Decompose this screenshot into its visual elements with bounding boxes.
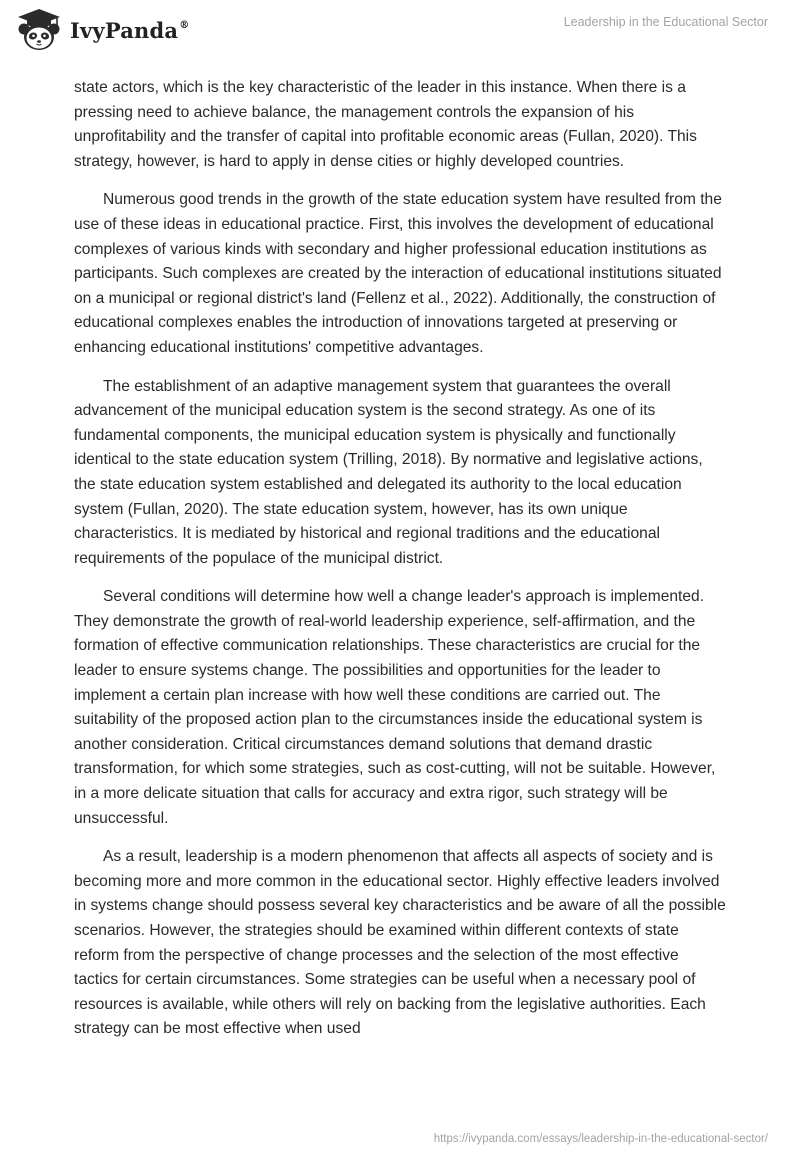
paragraph-3: The establishment of an adaptive management system that guarantees the overall advancement of the municipal education system is the second strategy. As one of its fundamental components, the municipal education system is physically and functionally identical to the state education system (Trilling, 2018). By normative and legislative actions, the state education system established and delegated its authority to the local education system (Fullan, 2020). The state education system, however, has its own unique characteristics. It is mediated by historical and regional traditions and the educational requirements of the populace of the municipal district. <box>74 377 703 567</box>
ivypanda-logo[interactable] <box>14 8 189 52</box>
paragraph-1: state actors, which is the key characteristic of the leader in this instance. When there is a pressing need to achieve balance, the management controls the expansion of his unprofitability and the transfer of capital into profitable economic areas (Fullan, 2020). This strategy, however, is hard to apply in dense cities or highly developed countries. <box>74 79 697 170</box>
registered-mark: ® <box>179 19 190 31</box>
panda-graduation-cap-icon <box>14 8 64 52</box>
paragraph-4: Several conditions will determine how well a change leader's approach is implemented. They demonstrate the growth of real-world leadership experience, self-affirmation, and the formation of effective communication relationships. These characteristics are crucial for the leader to ensure systems change. The possibilities and opportunities for the leader to implement a certain plan increase with how well these conditions are carried out. The suitability of the proposed action plan to the circumstances inside the educational system is another consideration. Critical circumstances demand solutions that demand drastic transformation, for which some strategies, such as cost-cutting, will not be suitable. However, in a more delicate situation that calls for accuracy and extra rigor, such strategy will be unsuccessful. <box>74 588 716 827</box>
logo-text: IvyPanda <box>70 17 179 43</box>
page-header <box>0 0 800 60</box>
document-title: Leadership in the Educational Sector <box>563 15 768 29</box>
paragraph-2: Numerous good trends in the growth of the state education system have resulted from the use of these ideas in educational practice. First, this involves the development of educational complexes of various kinds with secondary and higher professional education institutions as participants. Such complexes are created by the interaction of educational institutions situated on a municipal or regional district's land (Fellenz et al., 2022). Additionally, the construction of educational complexes enables the introduction of innovations targeted at preserving or enhancing educational institutions' competitive advantages. <box>74 191 722 356</box>
paragraph-5: As a result, leadership is a modern phenomenon that affects all aspects of society and is becoming more and more common in the educational sector. Highly effective leaders involved in systems change should possess several key characteristics and be aware of all the possible scenarios. However, the strategies should be examined within different contexts of state reform from the perspective of change processes and the selection of the most effective tactics for certain circumstances. Some strategies can be useful when a necessary pool of resources is available, while others will rely on backing from the legislative authorities. Each strategy can be most effective when used <box>74 848 726 1038</box>
source-url[interactable]: https://ivypanda.com/essays/leadership-in-the-educational-sector/ <box>433 1133 768 1145</box>
logo-wordmark <box>70 18 189 43</box>
essay-body <box>74 76 726 1056</box>
